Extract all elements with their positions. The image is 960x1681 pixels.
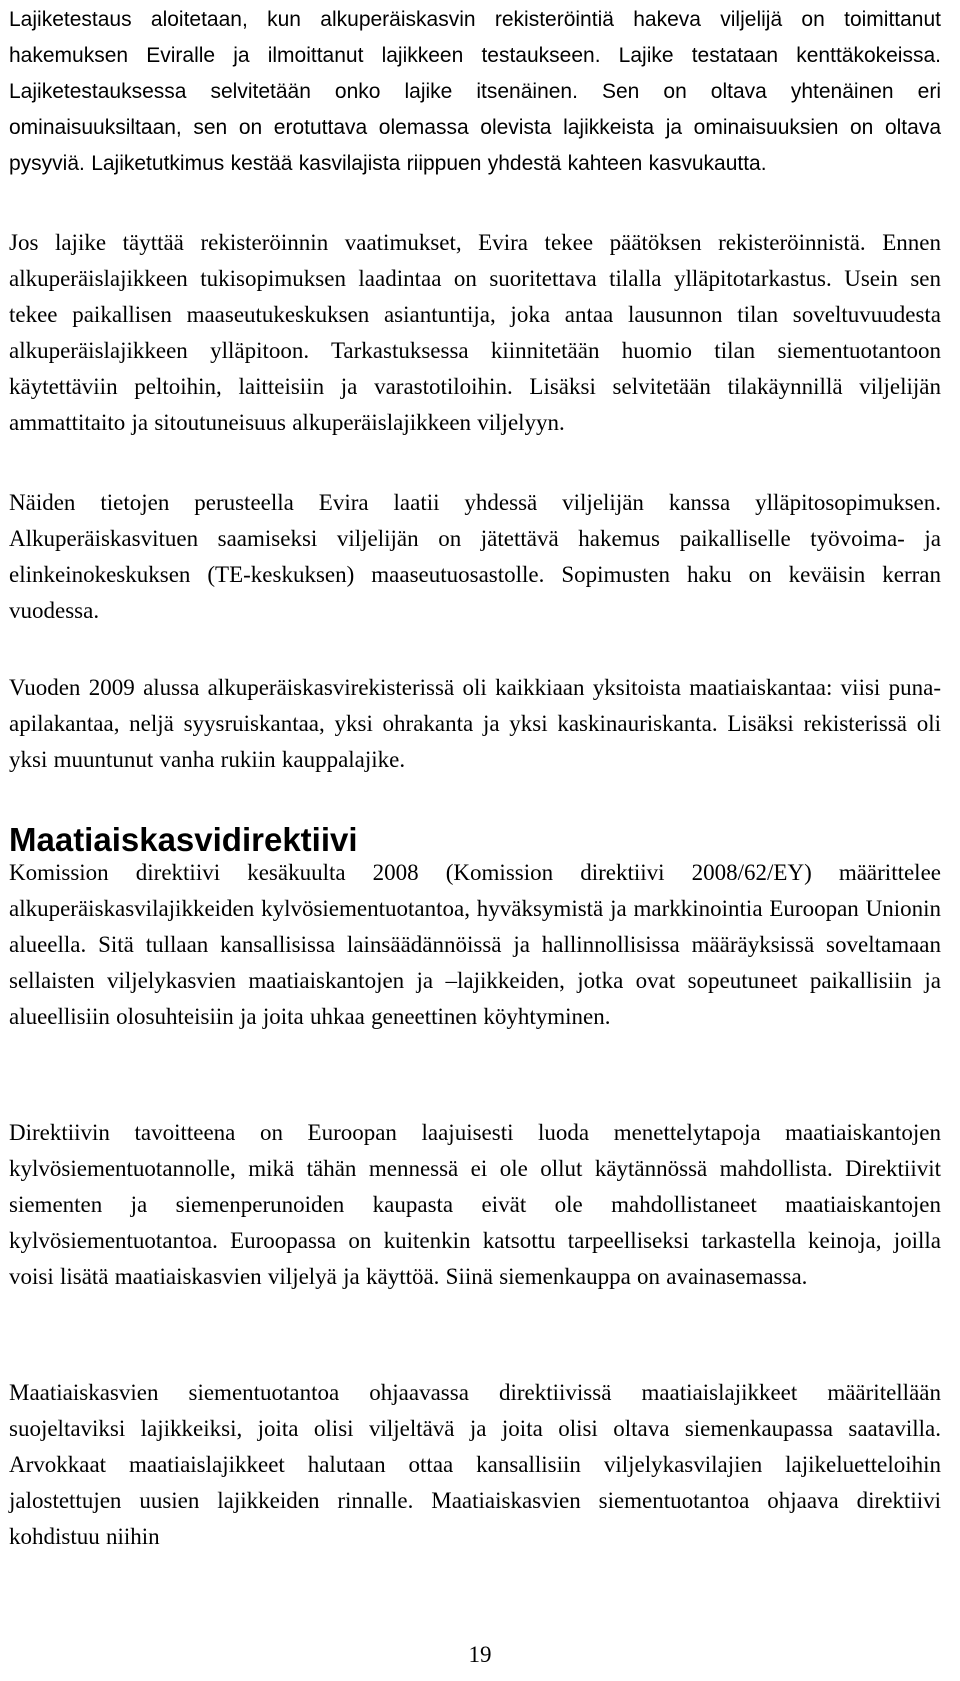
paragraph-direktiivin-tavoite: Direktiivin tavoitteena on Euroopan laajuisesti luoda menettelytapoja maatiaiskantojen kylvösiementuotannolle, mikä tähän mennessä ei ole ollut käytännössä mahdollista. Direktiivit siementen ja siemenperunoiden kaupasta eivät ole mahdollistaneet maatiaiskantojen kylvösiementuotantoa. Euroopassa on kuitenkin katsottu tarpeelliseksi tarkastella keinoja, joilla voisi lisätä maatiaiskasvien viljelyä ja käyttöä. Siinä siemenkauppa on avainasemassa.: [9, 1120, 941, 1289]
paragraph-rekisterointi: Jos lajike täyttää rekisteröinnin vaatimukset, Evira tekee päätöksen rekisteröinnistä. Ennen alkuperäislajikkeen tukisopimuksen laadintaa on suoritettava tilalla ylläpitotarkastus. Usein sen tekee paikallisen maaseutukeskuksen asiantuntija, joka antaa lausunnon tilan soveltuvuudesta alkuperäislajikkeen ylläpitoon. Tarkastuksessa kiinnitetään huomio tilan siementuotantoon käytettäviin peltoihin, laitteisiin ja varastotiloihin. Lisäksi selvitetään tilakäynnillä viljelijän ammattitaito ja sitoutuneisuus alkuperäislajikkeen viljelyyn.: [9, 230, 941, 435]
paragraph-rekisteri-2009: Vuoden 2009 alussa alkuperäiskasvirekisterissä oli kaikkiaan yksitoista maatiaiskantaa: viisi puna-apilakantaa, neljä syysruiskantaa, yksi ohrakanta ja yksi kaskinauriskanta. Lisäksi rekisterissä oli yksi muuntunut vanha rukiin kauppalajike.: [9, 675, 941, 772]
section-heading: Maatiaiskasvidirektiivi: [9, 821, 358, 858]
paragraph-komission-direktiivi: Komission direktiivi kesäkuulta 2008 (Komission direktiivi 2008/62/EY) määrittelee alkuperäiskasvilajikkeiden kylvösiementuotantoa, hyväksymistä ja markkinointia Euroopan Unionin alueella. Sitä tullaan kansallisissa lainsäädännöissä ja hallinnollisissa määräyksissä soveltamaan sellaisten viljelykasvien maatiaiskantojen ja –lajikkeiden, jotka ovat sopeutuneet paikallisiin ja alueellisiin olosuhteisiin ja joita uhkaa geneettinen köyhtyminen.: [9, 860, 941, 1029]
paragraph-lajiketestaus: Lajiketestaus aloitetaan, kun alkuperäiskasvin rekisteröintiä hakeva viljelijä on toimittanut hakemuksen Eviralle ja ilmoittanut lajikkeen testaukseen. Lajike testataan kenttäkokeissa. Lajiketestauksessa selvitetään onko lajike itsenäinen. Sen on oltava yhtenäinen eri ominaisuuksiltaan, sen on erotuttava olemassa olevista lajikkeista ja ominaisuuksien on oltava pysyviä. Lajiketutkimus kestää kasvilajista riippuen yhdestä kahteen kasvukautta.: [9, 8, 941, 175]
paragraph-siementuotanto: Maatiaiskasvien siementuotantoa ohjaavassa direktiivissä maatiaislajikkeet määritellään suojeltaviksi lajikkeiksi, joita olisi viljeltävä ja joita olisi oltava siemenkaupassa saatavilla. Arvokkaat maatiaislajikkeet halutaan ottaa kansallisiin viljelykasvilajien lajikeluetteloihin jalostettujen uusien lajikkeiden rinnalle. Maatiaiskasvien siementuotantoa ohjaava direktiivi kohdistuu niihin: [9, 1380, 941, 1549]
paragraph-yllapitosopimus: Näiden tietojen perusteella Evira laatii yhdessä viljelijän kanssa ylläpitosopimuksen. Alkuperäiskasvituen saamiseksi viljelijän on jätettävä hakemus paikalliselle työvoima- ja elinkeinokeskuksen (TE-keskuksen) maaseutuosastolle. Sopimusten haku on keväisin kerran vuodessa.: [9, 490, 941, 623]
page-number: 19: [468, 1642, 492, 1667]
